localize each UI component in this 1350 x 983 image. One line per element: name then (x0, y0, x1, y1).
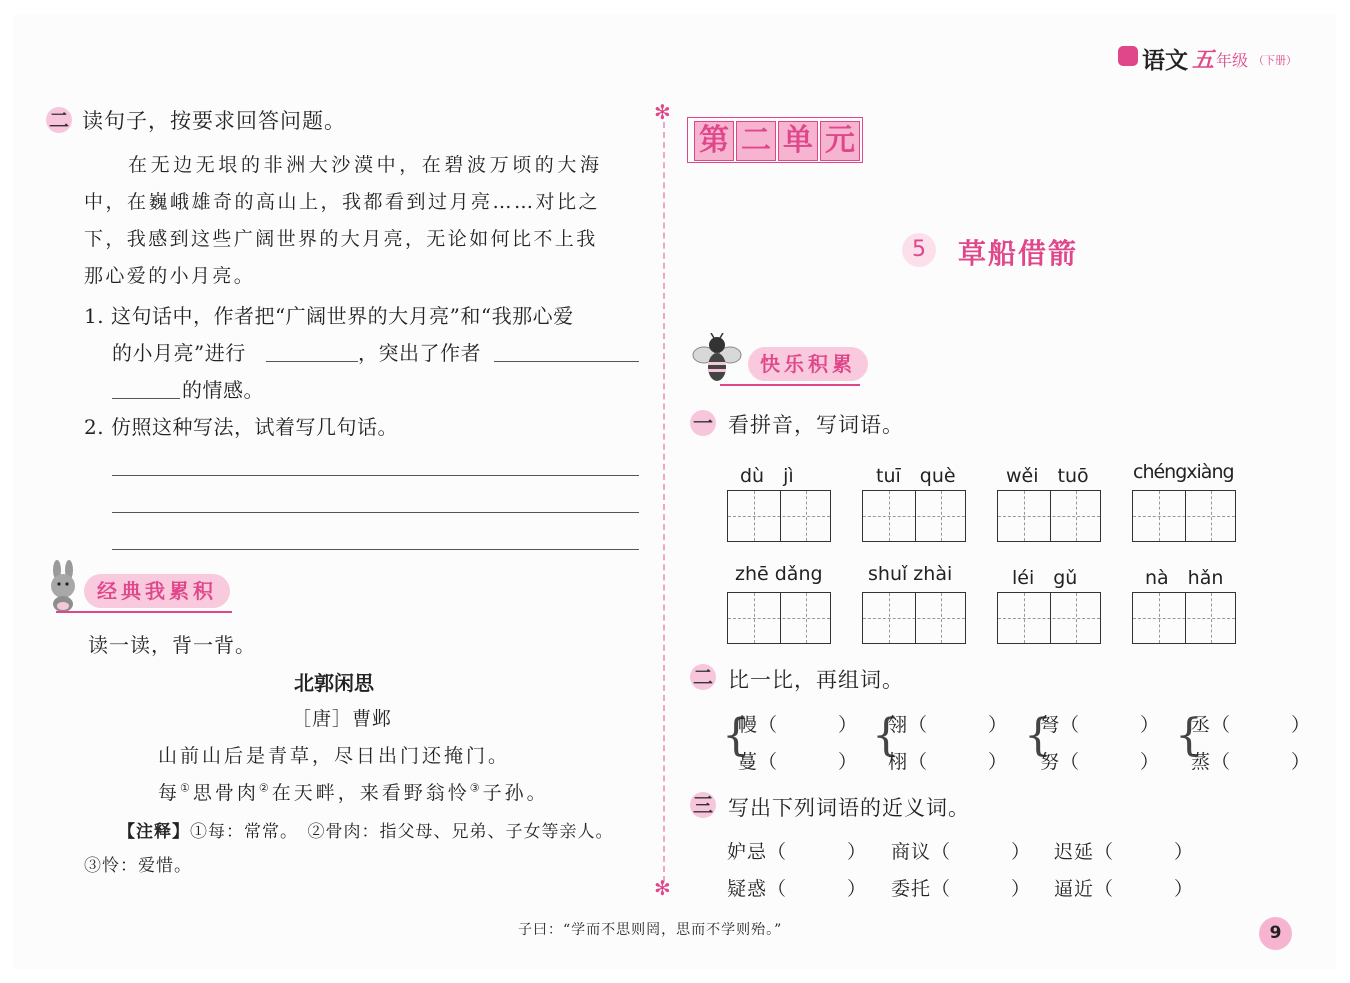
lesson-number: 5 (902, 233, 936, 267)
compare-3b[interactable]: 努（ ） (1040, 751, 1161, 773)
grid-divider (1076, 593, 1077, 643)
compare-4a[interactable]: 丞（ ） (1191, 714, 1312, 736)
jingdian-tag: 经典我累积 (84, 574, 230, 608)
poem-line-2 (158, 778, 549, 805)
write-grid-5[interactable] (727, 592, 831, 644)
answer-blank-1[interactable] (266, 361, 358, 362)
column-divider (663, 122, 665, 882)
question-1-line-3: 的情感。 (182, 378, 264, 402)
question-1-line-2a: 的小月亮”进行 (112, 341, 246, 365)
grid-divider (1076, 491, 1077, 541)
poem-title: 北郭闲思 (294, 671, 374, 695)
pinyin-8: nà hǎn (1145, 567, 1224, 589)
compare-1a[interactable]: 幔（ ） (738, 714, 859, 736)
read-prompt: 读一读，背一背。 (88, 633, 256, 657)
grid-divider (889, 491, 890, 541)
brace-3: { (1024, 710, 1052, 761)
write-grid-7[interactable] (997, 592, 1101, 644)
section-2-number: 二 (46, 107, 72, 133)
synonym-6[interactable]: 逼近（ ） (1054, 878, 1195, 900)
grid-divider (1211, 491, 1212, 541)
answer-blank-2[interactable] (494, 361, 639, 362)
grid-divider (889, 593, 890, 643)
note-ref-2: ② (258, 781, 272, 795)
right-section-2-title: 比一比，再组词。 (728, 668, 904, 692)
pinyin-4: chéngxiàng (1133, 461, 1234, 483)
grid-divider (806, 593, 807, 643)
unit-char-3: 单 (778, 121, 818, 161)
brace-1: { (722, 710, 750, 761)
grid-divider (1024, 491, 1025, 541)
poem-line-2-b: 思骨肉 (192, 782, 259, 804)
right-section-2-number: 二 (690, 664, 716, 690)
note-ref-1: ① (180, 781, 193, 795)
poem-line-1: 山前山后是青草，尽日出门还掩门。 (158, 745, 511, 767)
kuaile-tag: 快乐积累 (748, 347, 868, 381)
compare-4b[interactable]: 蒸（ ） (1191, 751, 1312, 773)
right-section-1-title: 看拼音，写词语。 (728, 413, 904, 437)
grid-divider (941, 491, 942, 541)
right-section-1-number: 一 (690, 410, 716, 436)
grid-divider (754, 491, 755, 541)
grid-divider (1211, 593, 1212, 643)
brace-4: { (1175, 710, 1203, 761)
right-section-3-title: 写出下列词语的近义词。 (728, 796, 970, 820)
grid-divider (1185, 593, 1186, 643)
pinyin-2: tuī què (876, 465, 956, 487)
grid-divider (1024, 593, 1025, 643)
subject-title: 语文 (1142, 48, 1188, 74)
grid-divider (1050, 593, 1051, 643)
pinyin-6: shuǐ zhài (868, 563, 953, 585)
unit-char-1: 第 (694, 121, 734, 161)
pinyin-1: dù jì (740, 465, 794, 487)
footer-quote: 子曰：“学而不思则罔，思而不学则殆。” (518, 922, 783, 938)
grid-divider (806, 491, 807, 541)
unit-char-2: 二 (736, 121, 776, 161)
synonym-4[interactable]: 疑惑（ ） (727, 878, 868, 900)
note-line-1 (118, 817, 614, 842)
grid-divider (915, 593, 916, 643)
synonym-5[interactable]: 委托（ ） (891, 878, 1032, 900)
bee-icon (692, 333, 742, 385)
pinyin-7: léi gǔ (1012, 567, 1078, 589)
write-grid-6[interactable] (862, 592, 966, 644)
writing-line-2[interactable] (112, 512, 639, 513)
write-grid-1[interactable] (727, 490, 831, 542)
compare-2b[interactable]: 栩（ ） (888, 751, 1009, 773)
rabbit-icon (46, 560, 80, 612)
writing-line-1[interactable] (112, 475, 639, 476)
question-1-line-1: 1. 这句话中，作者把“广阔世界的大月亮”和“我那心爱 (84, 304, 574, 328)
brace-2: { (872, 710, 900, 761)
page-number: 9 (1259, 917, 1292, 950)
question-2: 2. 仿照这种写法，试着写几句话。 (84, 415, 398, 439)
note-ref-3: ③ (469, 781, 483, 795)
synonym-2[interactable]: 商议（ ） (891, 841, 1032, 863)
tag-underline (56, 611, 232, 613)
compare-3a[interactable]: 弩（ ） (1040, 714, 1161, 736)
writing-line-3[interactable] (112, 549, 639, 550)
compare-1b[interactable]: 蔓（ ） (738, 751, 859, 773)
grid-divider (941, 593, 942, 643)
unit-char-4: 元 (820, 121, 860, 161)
write-grid-4[interactable] (1132, 490, 1236, 542)
write-grid-8[interactable] (1132, 592, 1236, 644)
section-2-title: 读句子，按要求回答问题。 (82, 109, 346, 133)
passage-line-2: 中，在巍峨雄奇的高山上，我都看到过月亮……对比之 (84, 191, 601, 213)
passage-line-3: 下，我感到这些广阔世界的大月亮，无论如何比不上我 (84, 228, 598, 250)
note-line-2: ③怜：爱惜。 (84, 856, 192, 876)
grid-divider (754, 593, 755, 643)
grid-divider (915, 491, 916, 541)
pinyin-5: zhē dǎng (735, 563, 823, 585)
poem-author: ［唐］曹邺 (292, 708, 393, 730)
poem-line-2-d: 子孙。 (482, 782, 549, 804)
grid-divider (1159, 593, 1160, 643)
grid-divider (1050, 491, 1051, 541)
synonym-3[interactable]: 迟延（ ） (1054, 841, 1195, 863)
lesson-title: 草船借箭 (958, 237, 1079, 270)
write-grid-2[interactable] (862, 490, 966, 542)
passage-line-4: 那心爱的小月亮。 (84, 265, 256, 287)
star-icon-bottom: ✻ (654, 876, 671, 900)
note-text-1: ①每：常常。 ②骨肉：指父母、兄弟、子女等亲人。 (190, 822, 614, 842)
subject-logo (1118, 44, 1308, 72)
poem-line-2-a: 每 (158, 782, 181, 804)
grid-divider (1159, 491, 1160, 541)
grid-divider (780, 593, 781, 643)
pinyin-3: wěi tuō (1006, 465, 1089, 487)
answer-blank-3[interactable] (112, 398, 180, 399)
dice-icon (1118, 46, 1138, 66)
volume-label: （下册） (1253, 54, 1297, 67)
synonym-1[interactable]: 妒忌（ ） (727, 841, 868, 863)
grid-divider (780, 491, 781, 541)
question-1-line-2b: ，突出了作者 (358, 341, 481, 365)
grade-char: 五 (1192, 47, 1215, 73)
note-label: 【注释】 (118, 822, 190, 842)
poem-line-2-c: 在天畔，来看野翁怜 (271, 782, 470, 804)
passage-line-1: 在无边无垠的非洲大沙漠中，在碧波万顷的大海 (128, 154, 603, 176)
write-grid-3[interactable] (997, 490, 1101, 542)
star-icon-top: ✻ (654, 100, 671, 124)
grid-divider (1185, 491, 1186, 541)
compare-2a[interactable]: 翎（ ） (888, 714, 1009, 736)
grade-label: 年级 (1216, 51, 1249, 70)
right-section-3-number: 三 (690, 792, 716, 818)
kuaile-underline (720, 384, 860, 386)
